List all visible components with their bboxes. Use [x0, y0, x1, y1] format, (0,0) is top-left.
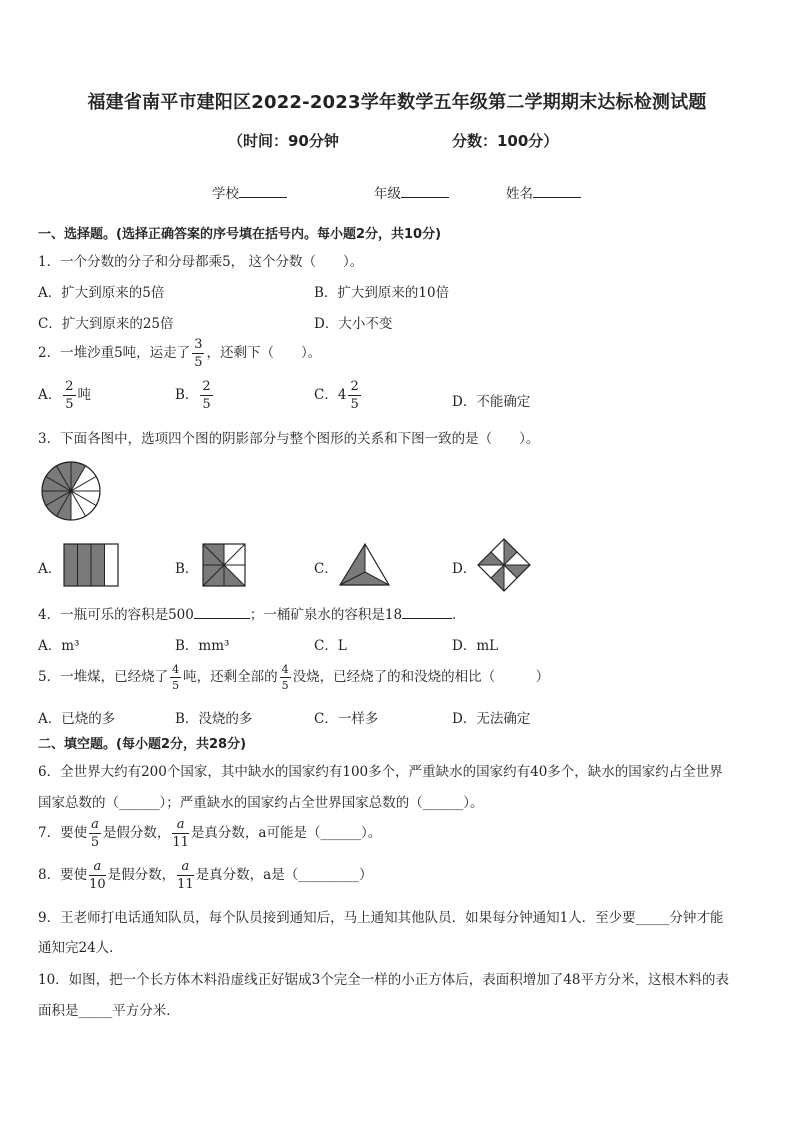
q5-fraction-2 [280, 664, 291, 691]
fraction-denominator: 5 [281, 679, 289, 692]
q9-line-1: 9．王老师打电话通知队员，每个队员接到通知后，马上通知其他队员．如果每分钟通知1人．至少要_____分钟才能 [38, 910, 724, 926]
q3-option-b-figure[interactable] [203, 544, 245, 586]
q6-line-2: 国家总数的（______）；严重缺水的国家约占全世界国家总数的（______）。 [38, 795, 484, 811]
q3-option-c-figure[interactable] [340, 544, 390, 586]
fraction-numerator: 2 [350, 379, 359, 394]
option-label: A． [38, 387, 62, 403]
q4-option-c[interactable]: C．L [314, 638, 347, 654]
fraction-numerator: a [177, 860, 194, 876]
section-heading-fill: 二、填空题。(每小题2分，共28分) [38, 737, 247, 752]
q7-fraction-1 [89, 818, 101, 849]
grade-blank[interactable] [401, 183, 449, 198]
q9-line-2: 通知完24人． [38, 940, 123, 956]
q4-option-d[interactable]: D．mL [452, 638, 499, 654]
grade-field [374, 182, 449, 202]
q2-stem-text: 2．一堆沙重5吨，运走了 [38, 345, 191, 361]
fraction-denominator: 5 [202, 397, 211, 412]
fraction-numerator: 2 [65, 379, 74, 394]
q10-line-2: 面积是_____平方分米． [38, 1003, 180, 1019]
q3-option-c-label[interactable]: C． [314, 561, 338, 577]
q7-fraction-2 [172, 818, 189, 849]
name-field [506, 182, 581, 202]
q4-stem-tail: ． [452, 607, 466, 623]
q5-option-d[interactable]: D．无法确定 [452, 711, 531, 727]
q2-stem [38, 338, 321, 369]
q7-stem [38, 818, 381, 849]
exam-time: （时间：90分钟 [228, 132, 339, 150]
q3-option-d-figure[interactable] [478, 539, 530, 591]
fraction-denominator: 10 [89, 877, 106, 892]
shaded-region [64, 544, 104, 586]
q5-stem-mid: 吨，还剩全部的 [183, 669, 278, 685]
q4-stem-mid: ；一桶矿泉水的容积是18 [249, 607, 403, 623]
q2-stem-tail: ，还剩下（ ）。 [206, 345, 322, 361]
q3-option-a-figure[interactable] [64, 544, 118, 586]
shaded-region [504, 565, 530, 578]
exam-score: 分数：100分） [452, 132, 559, 150]
option-fraction [348, 380, 360, 411]
option-label: C． [314, 387, 338, 403]
q3-option-b-label[interactable]: B． [175, 561, 199, 577]
q3-option-a-label[interactable]: A． [38, 561, 62, 577]
school-field [212, 182, 287, 202]
option-fraction [200, 380, 212, 411]
q4-stem [38, 603, 466, 623]
q3-option-d-label[interactable]: D． [452, 561, 477, 577]
option-label: B． [175, 387, 199, 403]
q10-line-1: 10．如图，把一个长方体木料沿虚线正好锯成3个完全一样的小正方体后，表面积增加了48平方分米，这根木料的表 [38, 972, 729, 988]
q3-stem: 3．下面各图中，选项四个图的阴影部分与整个图形的关系和下图一致的是（ ）。 [38, 431, 540, 447]
shaded-region [478, 552, 504, 565]
q5-stem [38, 664, 549, 691]
q5-option-a[interactable]: A．已烧的多 [38, 711, 116, 727]
section-heading-choice: 一、选择题。(选择正确答案的序号填在括号内。每小题2分，共10分) [38, 227, 442, 242]
q8-fraction-1 [89, 860, 106, 891]
q2-stem-fraction [192, 338, 204, 369]
fraction-numerator: a [172, 818, 189, 834]
q8-fraction-2 [177, 860, 194, 891]
q1-option-c[interactable]: C．扩大到原来的25倍 [38, 316, 174, 332]
reference-circle-figure [40, 460, 102, 522]
q1-option-b[interactable]: B．扩大到原来的10倍 [314, 285, 450, 301]
name-label: 姓名 [506, 186, 533, 202]
page-title: 福建省南平市建阳区2022-2023学年数学五年级第二学期期末达标检测试题 [87, 92, 707, 113]
q5-stem-text: 5．一堆煤，已经烧了 [38, 669, 169, 685]
shaded-region [491, 565, 504, 591]
option-fraction [63, 380, 75, 411]
q5-fraction-1 [170, 664, 181, 691]
q2-option-c[interactable] [314, 380, 363, 411]
q8-stem [38, 860, 373, 891]
q7-stem-mid: 是假分数， [102, 825, 171, 841]
grade-label: 年级 [374, 186, 401, 202]
fraction-denominator: 5 [194, 355, 203, 370]
q2-option-b[interactable] [175, 380, 215, 411]
q1-option-a[interactable]: A．扩大到原来的5倍 [38, 285, 165, 301]
q4-option-b[interactable]: B．mm³ [175, 638, 230, 654]
q8-stem-tail: 是真分数，a是（_________） [195, 867, 373, 883]
q5-stem-tail: 没烧，已经烧了的和没烧的相比（ ） [292, 669, 550, 685]
q1-stem: 1．一个分数的分子和分母都乘5， 这个分数（ ）。 [38, 254, 364, 270]
fraction-denominator: 11 [172, 835, 189, 850]
fraction-denominator: 5 [65, 397, 74, 412]
fraction-numerator: 4 [172, 663, 180, 676]
q5-option-b[interactable]: B．没烧的多 [175, 711, 253, 727]
q7-stem-tail: 是真分数，a可能是（______）。 [190, 825, 382, 841]
fraction-numerator: 3 [194, 337, 203, 352]
fraction-numerator: a [89, 860, 106, 876]
q5-option-c[interactable]: C．一样多 [314, 711, 379, 727]
fraction-denominator: 5 [172, 679, 180, 692]
q2-option-a[interactable] [38, 380, 91, 411]
fraction-numerator: 2 [202, 379, 211, 394]
q8-stem-text: 8．要使 [38, 867, 88, 883]
q7-stem-text: 7．要使 [38, 825, 88, 841]
q8-stem-mid: 是假分数， [107, 867, 176, 883]
q4-blank-2[interactable] [402, 604, 452, 619]
q4-stem-text: 4．一瓶可乐的容积是500 [38, 607, 194, 623]
option-unit: 吨 [77, 387, 92, 403]
fraction-numerator: 4 [281, 663, 289, 676]
school-label: 学校 [212, 186, 239, 202]
name-blank[interactable] [533, 183, 581, 198]
q4-option-a[interactable]: A．m³ [38, 638, 80, 654]
fraction-denominator: 5 [350, 397, 359, 412]
shaded-region [504, 539, 517, 565]
fraction-denominator: 5 [90, 835, 100, 850]
q2-option-d[interactable]: D．不能确定 [452, 394, 531, 410]
q1-option-d[interactable]: D．大小不变 [314, 316, 393, 332]
q4-blank-1[interactable] [194, 604, 250, 619]
fraction-denominator: 11 [177, 877, 194, 892]
fraction-numerator: a [91, 817, 99, 832]
school-blank[interactable] [239, 183, 287, 198]
mixed-whole: 4 [337, 387, 347, 403]
q6-line-1: 6．全世界大约有200个国家，其中缺水的国家约有100多个，严重缺水的国家约有40多个，缺水的国家约占全世界 [38, 764, 723, 780]
